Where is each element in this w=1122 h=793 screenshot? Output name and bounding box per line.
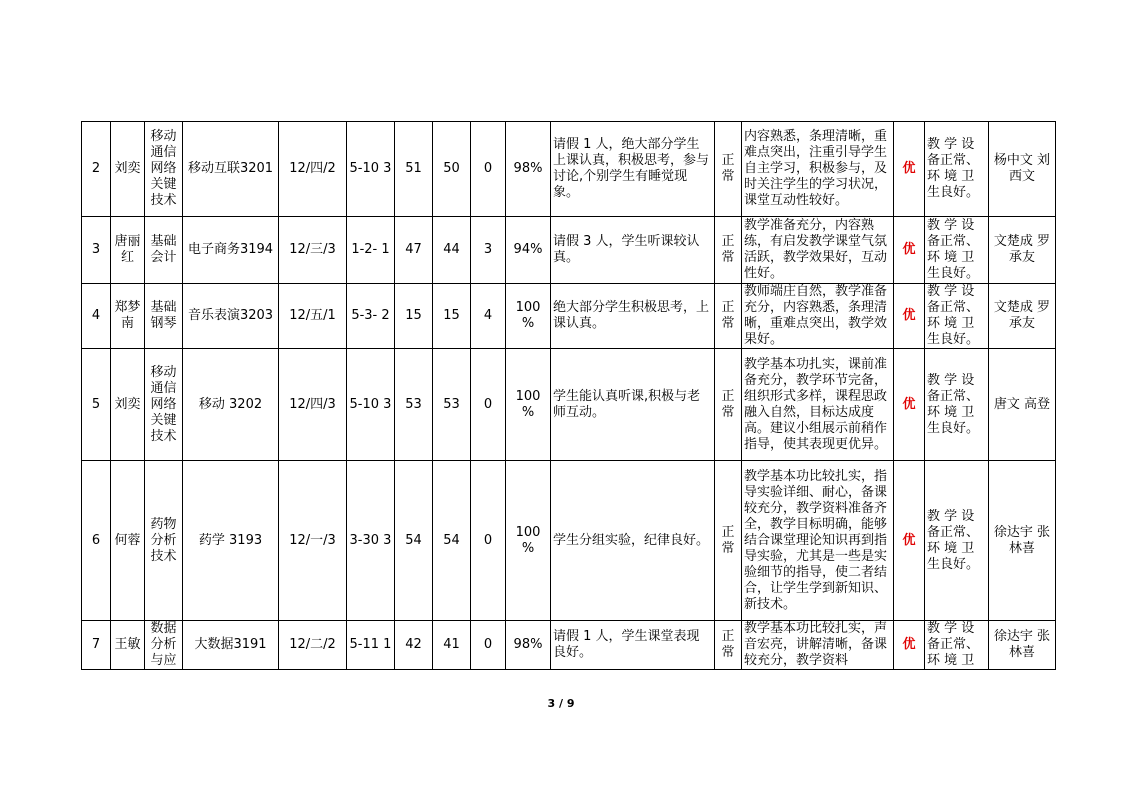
class-order: 正常	[715, 621, 742, 670]
class-name: 大数据3191	[183, 621, 279, 670]
inspectors: 唐文 高登	[989, 349, 1056, 461]
class-name: 移动 3202	[183, 349, 279, 461]
present-count: 44	[433, 217, 471, 284]
inspectors: 文楚成 罗承友	[989, 284, 1056, 349]
row-number: 5	[82, 349, 111, 461]
equipment-status: 教 学 设备正常、环 境 卫生良好。	[925, 349, 989, 461]
grade: 优	[894, 217, 925, 284]
grade: 优	[894, 349, 925, 461]
absent-count: 0	[471, 349, 506, 461]
enrolled-count: 15	[395, 284, 433, 349]
student-situation: 请假 3 人，学生听课较认真。	[551, 217, 715, 284]
equipment-status: 教 学 设备正常、环 境 卫生良好。	[925, 217, 989, 284]
present-count: 41	[433, 621, 471, 670]
course-name: 移动通信网络关键技术	[145, 349, 183, 461]
table-row	[82, 284, 1056, 349]
row-number: 7	[82, 621, 111, 670]
equipment-status: 教 学 设备正常、环 境 卫	[925, 621, 989, 670]
table-row	[82, 122, 1056, 217]
class-order: 正常	[715, 122, 742, 217]
grade: 优	[894, 284, 925, 349]
teaching-evaluation: 内容熟悉，条理清晰，重难点突出，注重引导学生自主学习，积极参与，及时关注学生的学习状况，课堂互动性较好。	[742, 122, 894, 217]
equipment-status: 教 学 设备正常、环 境 卫生良好。	[925, 461, 989, 621]
absent-count: 4	[471, 284, 506, 349]
date: 12/五/1	[279, 284, 347, 349]
present-count: 54	[433, 461, 471, 621]
attendance-rate: 98%	[506, 621, 551, 670]
course-name: 移动通信网络关键技术	[145, 122, 183, 217]
inspectors: 徐达宇 张林喜	[989, 621, 1056, 670]
attendance-rate: 100 %	[506, 461, 551, 621]
present-count: 15	[433, 284, 471, 349]
enrolled-count: 53	[395, 349, 433, 461]
teacher-name: 唐丽红	[111, 217, 145, 284]
course-name: 基础钢琴	[145, 284, 183, 349]
enrolled-count: 47	[395, 217, 433, 284]
enrolled-count: 42	[395, 621, 433, 670]
grade: 优	[894, 621, 925, 670]
inspectors: 杨中文 刘西文	[989, 122, 1056, 217]
teaching-evaluation: 教学基本功比较扎实，声音宏亮，讲解清晰，备课较充分，教学资料	[742, 621, 894, 670]
attendance-rate: 100 %	[506, 284, 551, 349]
absent-count: 0	[471, 461, 506, 621]
student-situation: 绝大部分学生积极思考，上课认真。	[551, 284, 715, 349]
class-order: 正常	[715, 217, 742, 284]
equipment-status: 教 学 设备正常、环 境 卫生良好。	[925, 122, 989, 217]
class-order: 正常	[715, 461, 742, 621]
period: 5-10 3	[347, 122, 395, 217]
teacher-name: 王敏	[111, 621, 145, 670]
row-number: 2	[82, 122, 111, 217]
attendance-rate: 100 %	[506, 349, 551, 461]
course-name: 数据分析与应	[145, 621, 183, 670]
student-situation: 请假 1 人，绝大部分学生上课认真，积极思考，参与讨论,个别学生有睡觉现象。	[551, 122, 715, 217]
class-order: 正常	[715, 349, 742, 461]
grade: 优	[894, 122, 925, 217]
row-number: 3	[82, 217, 111, 284]
date: 12/四/3	[279, 349, 347, 461]
absent-count: 0	[471, 122, 506, 217]
teaching-evaluation: 教学基本功扎实，课前准备充分，教学环节完备，组织形式多样，课程思政融入自然，目标达成度高。建议小组展示前稍作指导，使其表现更优异。	[742, 349, 894, 461]
period: 3-30 3	[347, 461, 395, 621]
teacher-name: 郑梦南	[111, 284, 145, 349]
class-name: 移动互联3201	[183, 122, 279, 217]
absent-count: 0	[471, 621, 506, 670]
class-name: 药学 3193	[183, 461, 279, 621]
equipment-status: 教 学 设备正常、环 境 卫生良好。	[925, 284, 989, 349]
present-count: 53	[433, 349, 471, 461]
table-row	[82, 621, 1056, 670]
class-order: 正常	[715, 284, 742, 349]
row-number: 4	[82, 284, 111, 349]
page-number: 3 / 9	[547, 697, 575, 710]
course-name: 药物分析技术	[145, 461, 183, 621]
date: 12/三/3	[279, 217, 347, 284]
table-row	[82, 217, 1056, 284]
date: 12/一/3	[279, 461, 347, 621]
enrolled-count: 54	[395, 461, 433, 621]
class-name: 音乐表演3203	[183, 284, 279, 349]
teaching-evaluation: 教师端庄自然，教学准备充分，内容熟悉，条理清晰，重难点突出，教学效果好。	[742, 284, 894, 349]
grade: 优	[894, 461, 925, 621]
period: 5-11 1	[347, 621, 395, 670]
attendance-rate: 94%	[506, 217, 551, 284]
row-number: 6	[82, 461, 111, 621]
course-name: 基础会计	[145, 217, 183, 284]
class-name: 电子商务3194	[183, 217, 279, 284]
period: 1-2- 1	[347, 217, 395, 284]
enrolled-count: 51	[395, 122, 433, 217]
period: 5-3- 2	[347, 284, 395, 349]
teacher-name: 刘奕	[111, 122, 145, 217]
table-row	[82, 461, 1056, 621]
student-situation: 学生能认真听课,积极与老师互动。	[551, 349, 715, 461]
table-row	[82, 349, 1056, 461]
teacher-name: 何蓉	[111, 461, 145, 621]
absent-count: 3	[471, 217, 506, 284]
date: 12/四/2	[279, 122, 347, 217]
period: 5-10 3	[347, 349, 395, 461]
teaching-evaluation: 教学基本功比较扎实，指导实验详细、耐心，备课较充分，教学资料准备齐全，教学目标明确，能够结合课堂理论知识再到指导实验，尤其是一些是实验细节的指导，使二者结合，让学生学到新知识、新技术。	[742, 461, 894, 621]
date: 12/二/2	[279, 621, 347, 670]
present-count: 50	[433, 122, 471, 217]
teaching-evaluation: 教学准备充分，内容熟练，有启发教学课堂气氛活跃，教学效果好，互动性好。	[742, 217, 894, 284]
inspectors: 文楚成 罗承友	[989, 217, 1056, 284]
inspectors: 徐达宇 张林喜	[989, 461, 1056, 621]
student-situation: 请假 1 人，学生课堂表现良好。	[551, 621, 715, 670]
inspection-table	[81, 121, 1056, 670]
teacher-name: 刘奕	[111, 349, 145, 461]
student-situation: 学生分组实验，纪律良好。	[551, 461, 715, 621]
attendance-rate: 98%	[506, 122, 551, 217]
